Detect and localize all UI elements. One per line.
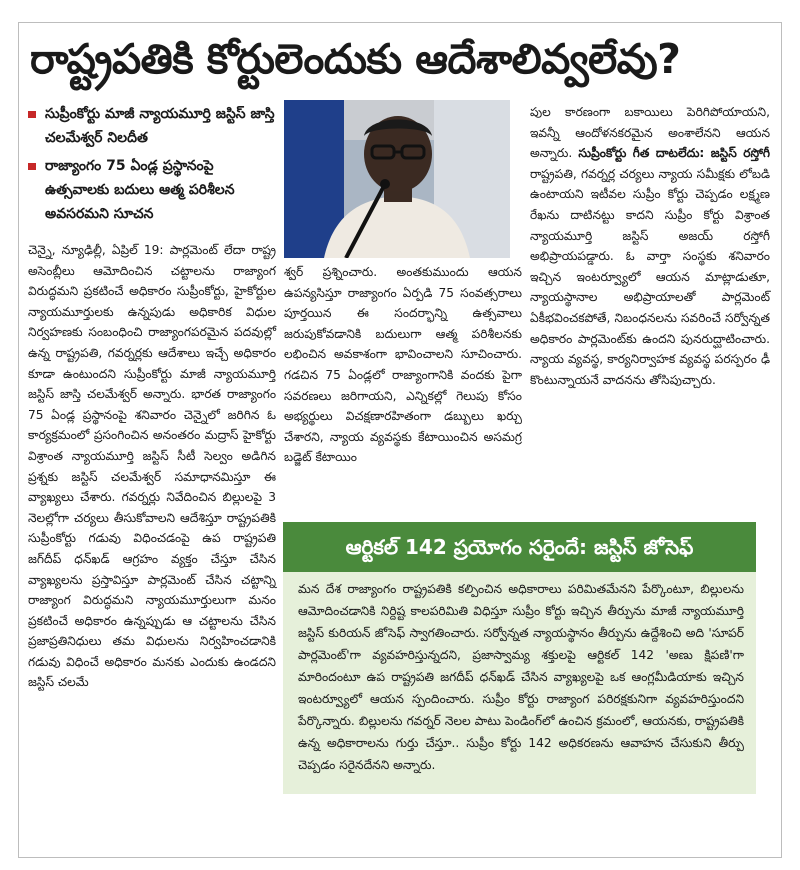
bullet-text: సుప్రీంకోర్టు మాజీ న్యాయమూర్తి జస్టిస్ జాస్తి చలమేశ్వర్ నిలదీత [45,106,275,146]
article-column-2: శ్వర్ ప్రశ్నించారు. అంతకుముందు ఆయన ఉపన్యసిస్తూ రాజ్యాంగం ఏర్పడి 75 సంవత్సరాలు పూర్తయిన ఈ సందర్భాన్ని ఉత్సవాలు జరుపుకోవడానికి బదులుగా ఆత్మ పరిశీలనకు లభించిన అవకాశంగా భావించాలని సూచించారు. గడచిన 75 ఏండ్లలో రాజ్యాంగానికి వందకు పైగా సవరణలు జరిగాయని, ఎన్నికల్లో గెలుపు కోసం అభ్యర్థులు విచక్షణారహితంగా డబ్బులు ఖర్చు చేశారని, న్యాయ వ్యవస్థకు కేటాయించిన అసమగ్ర బడ్జెట్ కేటాయిం [284,265,522,465]
speaker-photo [284,100,510,258]
bullet-item [28,154,276,226]
article-column-3 [530,102,770,390]
summary-bullets [28,102,276,230]
sidebar-box-body: మన దేశ రాజ్యాంగం రాష్ట్రపతికి కల్పించిన అధికారాలు పరిమితమేనని పేర్కొంటూ, బిల్లులను ఆమోదించడానికి నిర్దిష్ట కాలపరిమితి విధిస్తూ సుప్రీం కోర్టు ఇచ్చిన తీర్పును మాజీ న్యాయమూర్తి జస్టిస్ కురియన్ జోసెఫ్ స్వాగతించారు. సర్వోన్నత న్యాయస్థానం తీర్పును ఉద్దేశించి అది 'సూపర్ పార్లమెంట్'గా వ్యవహరిస్తున్నదని, ప్రజాస్వామ్య శక్తులపై ఆర్టికల్ 142 'అణు క్షిపణి'గా మారిందంటూ ఉప రాష్ట్రపతి జగదీప్ ధన్‌ఖడ్ చేసిన వ్యాఖ్యలపై ఒక ఆంగ్లమీడియాకు ఇచ్చిన ఇంటర్వ్యూలో ఆయన స్పందించారు. సుప్రీం కోర్టు రాజ్యాంగ పరిరక్షకునిగా వ్యవహరిస్తుందని పేర్కొన్నారు. బిల్లులను గవర్నర్ నెలల పాటు పెండింగ్‌లో ఉంచిన క్రమంలో, ఆయనకు, రాష్ట్రపతికి ఉన్న అధికారాలను గుర్తు చేస్తూ.. సుప్రీం కోర్టు 142 అధికరణను ఆవాహన చేసుకుని తీర్పు చెప్పడం సరైనదేనని అన్నారు. [298,582,744,772]
sidebar-box-title: ఆర్టికల్ 142 ప్రయోగం సరైందే: జస్టిస్ జోసెఫ్ [283,522,756,572]
article-column-1: చెన్నై, న్యూఢిల్లీ, ఏప్రిల్ 19: పార్లమెంట్ లేదా రాష్ట్ర అసెంబ్లీలు ఆమోదించిన చట్టాలను రాజ్యాంగ విరుద్ధమని ప్రకటించే అధికారం సుప్రీంకోర్టు, హైకోర్టుల న్యాయమూర్తులకు ఉన్నపుడు అధికారిక విధుల నిర్వహణకు సంబంధించి రాజ్యాంగపరమైన పదవుల్లో ఉన్న రాష్ట్రపతి, గవర్నర్లకు ఆదేశాలు ఇచ్చే అధికారం కూడా ఉంటుందని సుప్రీంకోర్టు మాజీ న్యాయమూర్తి జస్టిస్ జాస్తి చలమేశ్వర్ అన్నారు. భారత రాజ్యాంగం 75 ఏండ్ల ప్రస్థానంపై శనివారం చెన్నైలో జరిగిన ఓ కార్యక్రమంలో ప్రసంగించిన అనంతరం మద్రాస్ హైకోర్టు విశ్రాంత న్యాయమూర్తి జస్టిస్ సీటీ సెల్వం అడిగిన ప్రశ్నకు జస్టిస్ చలమేశ్వర్ సమాధానమిస్తూ ఈ వ్యాఖ్యలు చేశారు. గవర్నర్లు నివేదించిన బిల్లులపై 3 నెలల్లోగా చర్యలు తీసుకోవాలని ఆదేశిస్తూ రాష్ట్రపతికి సుప్రీంకోర్టు గడువు విధించడంపై ఉప రాష్ట్రపతి జగ్‌దీప్ ధన్‌ఖడ్ ఆగ్రహం వ్యక్తం చేస్తూ చేసిన వ్యాఖ్యలను ప్రస్తావిస్తూ పార్లమెంట్ చేసిన చట్టాన్ని రాజ్యాంగ విరుద్ధమని న్యాయమూర్తులుగా మనం ప్రకటించే అధికారం ఉన్నప్పుడు ఆ చట్టాలను చేసిన ప్రజాప్రతినిధులు తమ విధులను నిర్వహించడానికి గడువు విధించే అధికారం మనకు ఎందుకు ఉండదని జస్టిస్ చలమే [28,243,276,690]
bullet-item [28,102,276,150]
column-3-body: రాష్ట్రపతి, గవర్నర్ల చర్యలు న్యాయ సమీక్షకు లోబడి ఉంటాయని ఇటీవల సుప్రీం కోర్టు చెప్పడం లక్ష్మణ రేఖను దాటినట్టు కాదని సుప్రీం కోర్టు విశ్రాంత న్యాయమూర్తి జస్టిస్ అజయ్ రస్తోగీ అభిప్రాయపడ్డారు. ఓ వార్తా సంస్థకు శనివారం ఇచ్చిన ఇంటర్వ్యూలో ఆయన మాట్లాడుతూ, న్యాయస్థానాల అభిప్రాయాలతో పార్లమెంట్ ఏకీభవించకపోతే, నిబంధనలను సవరించే సర్వోన్నత అధికారం పార్లమెంట్‌కు ఉందని పునరుద్ఘాటించారు. న్యాయ వ్యవస్థ, కార్యనిర్వాహక వ్యవస్థ పరస్పరం ఢీ కొంటున్నాయనే వాదనను తోసిపుచ్చారు. [530,166,770,387]
speaker-portrait-icon [284,100,510,258]
subheading-rastogi: సుప్రీంకోర్టు గీత దాటలేదు: జస్టిస్ రస్తోగీ [578,146,771,161]
bullet-square-icon [28,163,36,170]
headline: రాష్ట్రపతికి కోర్టులెందుకు ఆదేశాలివ్వలేవు? [30,35,681,83]
bullet-text: రాజ్యాంగం 75 ఏండ్ల ప్రస్థానంపై ఉత్సవాలకు బదులు ఆత్మ పరిశీలన అవసరమని సూచన [45,158,235,222]
bullet-square-icon [28,111,36,118]
column-3-intro: పుల కారణంగా బకాయిలు పెరిగిపోయాయని, ఇవన్నీ ఆందోళనకరమైన అంశాలేనని ఆయన అన్నారు. [530,105,770,161]
